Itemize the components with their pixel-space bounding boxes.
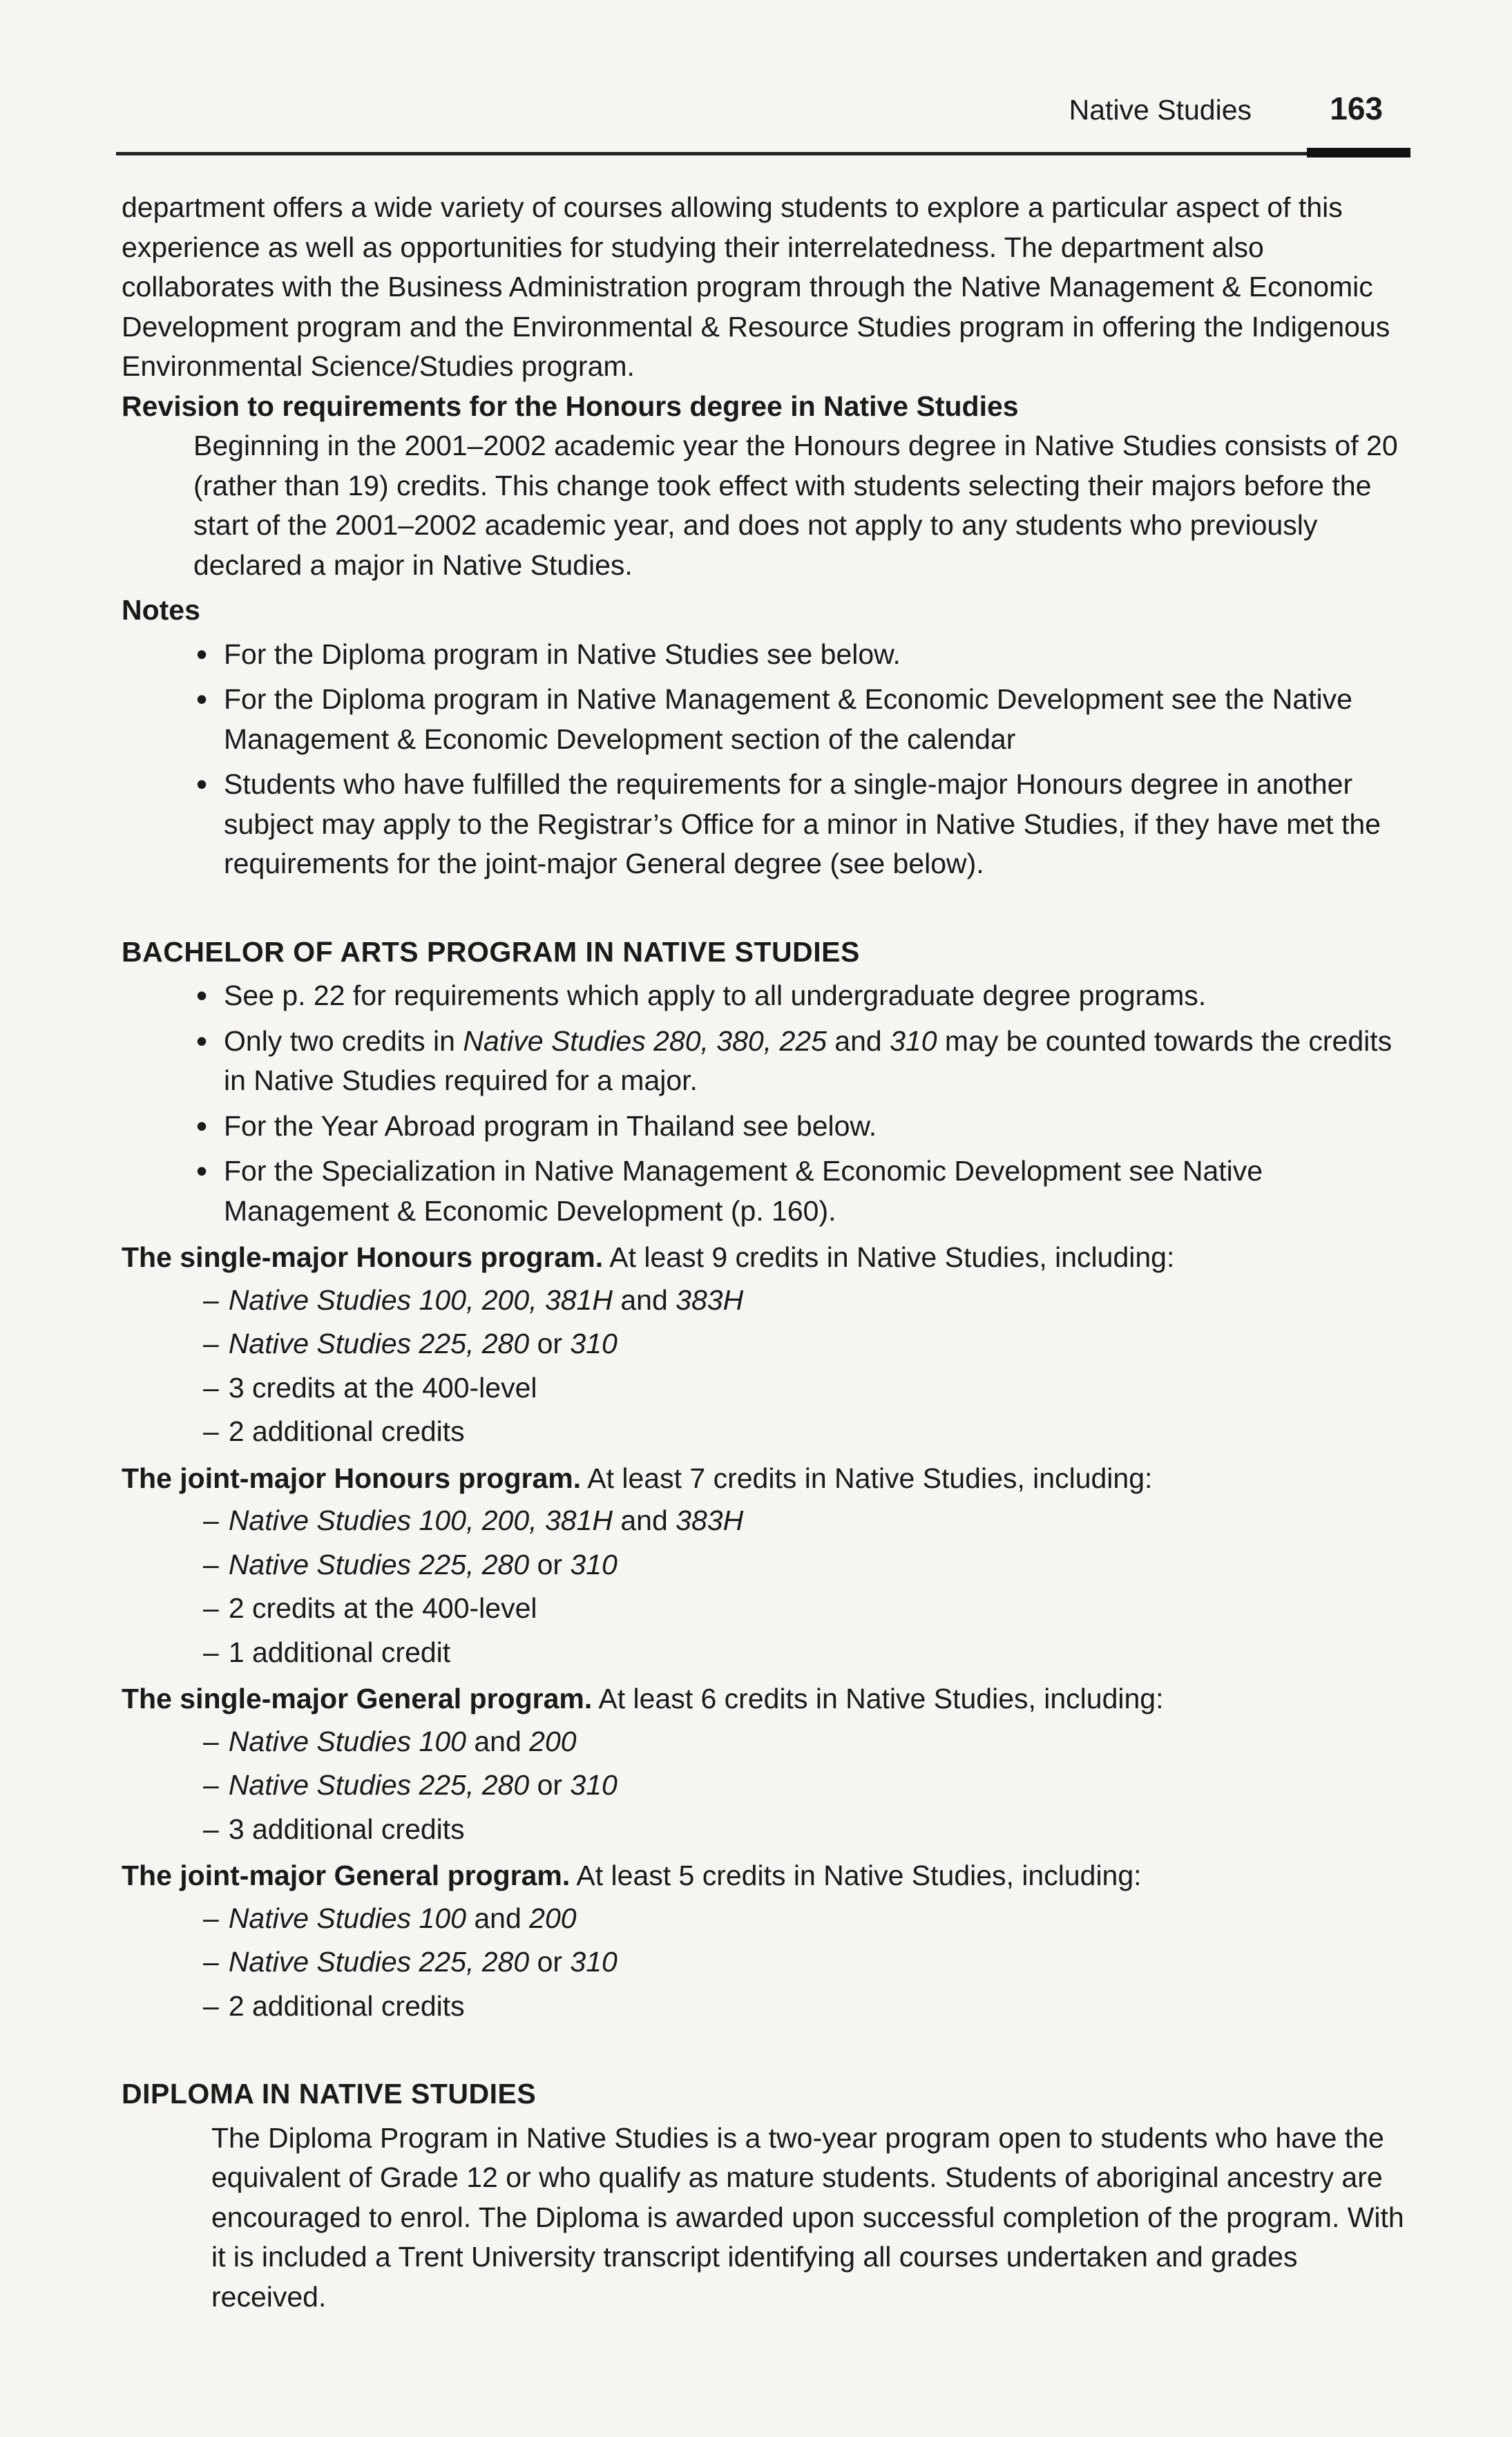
- program-title: The single-major General program.: [122, 1683, 593, 1714]
- header-title: Native Studies: [1069, 94, 1252, 126]
- program-desc: At least 9 credits in Native Studies, including:: [603, 1241, 1175, 1273]
- item-emphasis: Native Studies 225, 280: [228, 1328, 530, 1359]
- program-desc: At least 5 credits in Native Studies, including:: [570, 1860, 1142, 1891]
- item-text: 3 additional credits: [228, 1813, 465, 1845]
- list-item: – 3 credits at the 400-level: [203, 1371, 537, 1404]
- item-emphasis: 383H: [676, 1283, 744, 1316]
- list-item: • For the Diploma program in Native Studies see below.: [196, 635, 1406, 675]
- item-text: or: [529, 1769, 571, 1801]
- list-item: [196, 976, 1406, 1016]
- list-item: – 2 additional credits: [203, 1989, 465, 2022]
- diploma-paragraph: The Diploma Program in Native Studies is a two-year program open to students who have the equivalent of Grade 12 or who qualify as mature students. Students of aboriginal ancestry are encouraged to enrol. The Diploma is awarded upon successful completion of the program. With it is included a Trent University transcript identifying all courses undertaken and grades received.: [211, 2121, 1404, 2313]
- list-item: • For the Diploma program in Native Management & Economic Development see the Native Management & Economic Development section of the calendar: [196, 680, 1406, 759]
- list-item: – Native Studies 225, 280 or 310: [203, 1328, 618, 1359]
- list-item: – 2 credits at the 400-level: [203, 1592, 537, 1624]
- item-text: or: [529, 1548, 571, 1580]
- item-text: and: [612, 1504, 676, 1536]
- program-single-major-general: [122, 1679, 1406, 1849]
- ba-list: [122, 976, 1406, 1231]
- item-emphasis: 310: [570, 1328, 618, 1359]
- item-text: 3 credits at the 400-level: [228, 1371, 537, 1404]
- intro-paragraph: department offers a wide variety of courses allowing students to explore a particular aspect of this experience as well as opportunities for studying their interrelatedness. The department also collaborates with the Business Administration program through the Native Management & Economic Development program and the Environmental & Resource Studies program in offering the Indigenous Environmental Science/Studies program.: [122, 191, 1390, 382]
- requirement-list: [122, 1501, 1406, 1672]
- list-item: – 3 additional credits: [203, 1813, 465, 1845]
- item-emphasis: 310: [570, 1946, 618, 1978]
- item-text: Only two credits in: [224, 1024, 463, 1057]
- program-title: The joint-major General program.: [122, 1860, 571, 1891]
- running-header: [116, 88, 1410, 151]
- item-emphasis: Native Studies 100, 200, 381H: [228, 1283, 613, 1316]
- item-emphasis: 200: [529, 1725, 577, 1757]
- program-title: The joint-major Honours program.: [122, 1462, 582, 1494]
- item-text: 1 additional credit: [228, 1636, 451, 1668]
- program-title: The single-major Honours program.: [122, 1241, 604, 1273]
- revision-heading: Revision to requirements for the Honours degree in Native Studies: [122, 390, 1019, 422]
- item-emphasis: 310: [570, 1769, 618, 1801]
- item-emphasis: 383H: [676, 1504, 744, 1536]
- program-desc: At least 6 credits in Native Studies, including:: [592, 1683, 1164, 1714]
- item-text: and: [466, 1725, 530, 1757]
- item-emphasis: Native Studies 280, 380, 225: [463, 1024, 827, 1057]
- diploma-section-heading: DIPLOMA IN NATIVE STUDIES: [122, 2078, 537, 2110]
- item-text: 2 credits at the 400-level: [228, 1592, 537, 1624]
- item-text: and: [826, 1024, 890, 1057]
- program-joint-major-honours: [122, 1459, 1406, 1673]
- ba-section-heading: BACHELOR OF ARTS PROGRAM IN NATIVE STUDIES: [122, 935, 860, 968]
- item-text: and: [612, 1283, 676, 1316]
- item-emphasis: Native Studies 225, 280: [228, 1769, 530, 1801]
- page-number: 163: [1330, 90, 1383, 126]
- item-text: For the Specialization in Native Management & Economic Development see Native Management & Economic Development (p. 160).: [224, 1155, 1263, 1227]
- list-item: – Native Studies 225, 280 or 310: [203, 1946, 618, 1978]
- item-text: or: [529, 1328, 571, 1359]
- list-item: [196, 1022, 1406, 1101]
- header-rule: [116, 152, 1410, 155]
- list-item: – Native Studies 225, 280 or 310: [203, 1769, 618, 1801]
- program-joint-major-general: [122, 1856, 1406, 2026]
- item-emphasis: 310: [890, 1024, 937, 1057]
- revision-paragraph: Beginning in the 2001–2002 academic year the Honours degree in Native Studies consists of 20 (rather than 19) credits. This change took effect with students selecting their majors before the start of the 2001–2002 academic year, and does not apply to any students who previously declared a major in Native Studies.: [193, 430, 1398, 581]
- list-item: – Native Studies 100, 200, 381H and 383H: [203, 1283, 744, 1316]
- requirement-list: [122, 1722, 1406, 1850]
- requirement-list: [122, 1281, 1406, 1452]
- list-item: – Native Studies 100 and 200: [203, 1902, 577, 1934]
- item-text: or: [529, 1946, 571, 1978]
- item-emphasis: Native Studies 225, 280: [228, 1946, 530, 1978]
- notes-list: [122, 635, 1406, 884]
- item-text: See p. 22 for requirements which apply to all undergraduate degree programs.: [224, 979, 1207, 1011]
- item-text: may be counted towards the credits in Native Studies required for a major.: [224, 1024, 1393, 1096]
- item-emphasis: Native Studies 100: [228, 1725, 466, 1757]
- item-emphasis: Native Studies 225, 280: [228, 1548, 530, 1580]
- page-body: [122, 188, 1406, 2317]
- item-emphasis: 200: [529, 1902, 577, 1934]
- notes-heading: Notes: [122, 594, 200, 626]
- item-text: 2 additional credits: [228, 1415, 465, 1447]
- list-item: – 2 additional credits: [203, 1415, 465, 1447]
- program-desc: At least 7 credits in Native Studies, including:: [581, 1462, 1153, 1494]
- item-text: 2 additional credits: [228, 1989, 465, 2022]
- list-item: – Native Studies 225, 280 or 310: [203, 1548, 618, 1580]
- list-item: • Students who have fulfilled the requirements for a single-major Honours degree in another subject may apply to the Registrar’s Office for a minor in Native Studies, if they have met the requirements for the joint-major General degree (see below).: [196, 765, 1406, 884]
- requirement-list: [122, 1899, 1406, 2027]
- list-item: – Native Studies 100, 200, 381H and 383H: [203, 1504, 744, 1536]
- program-single-major-honours: [122, 1238, 1406, 1452]
- item-emphasis: 310: [570, 1548, 618, 1580]
- item-emphasis: Native Studies 100, 200, 381H: [228, 1504, 613, 1536]
- list-item: [196, 1107, 1406, 1147]
- item-text: For the Year Abroad program in Thailand see below.: [224, 1109, 877, 1142]
- list-item: – Native Studies 100 and 200: [203, 1725, 577, 1757]
- list-item: – 1 additional credit: [203, 1636, 451, 1668]
- header-rule-accent: [1307, 148, 1410, 157]
- list-item: [196, 1151, 1406, 1231]
- item-text: and: [466, 1902, 530, 1934]
- item-emphasis: Native Studies 100: [228, 1902, 466, 1934]
